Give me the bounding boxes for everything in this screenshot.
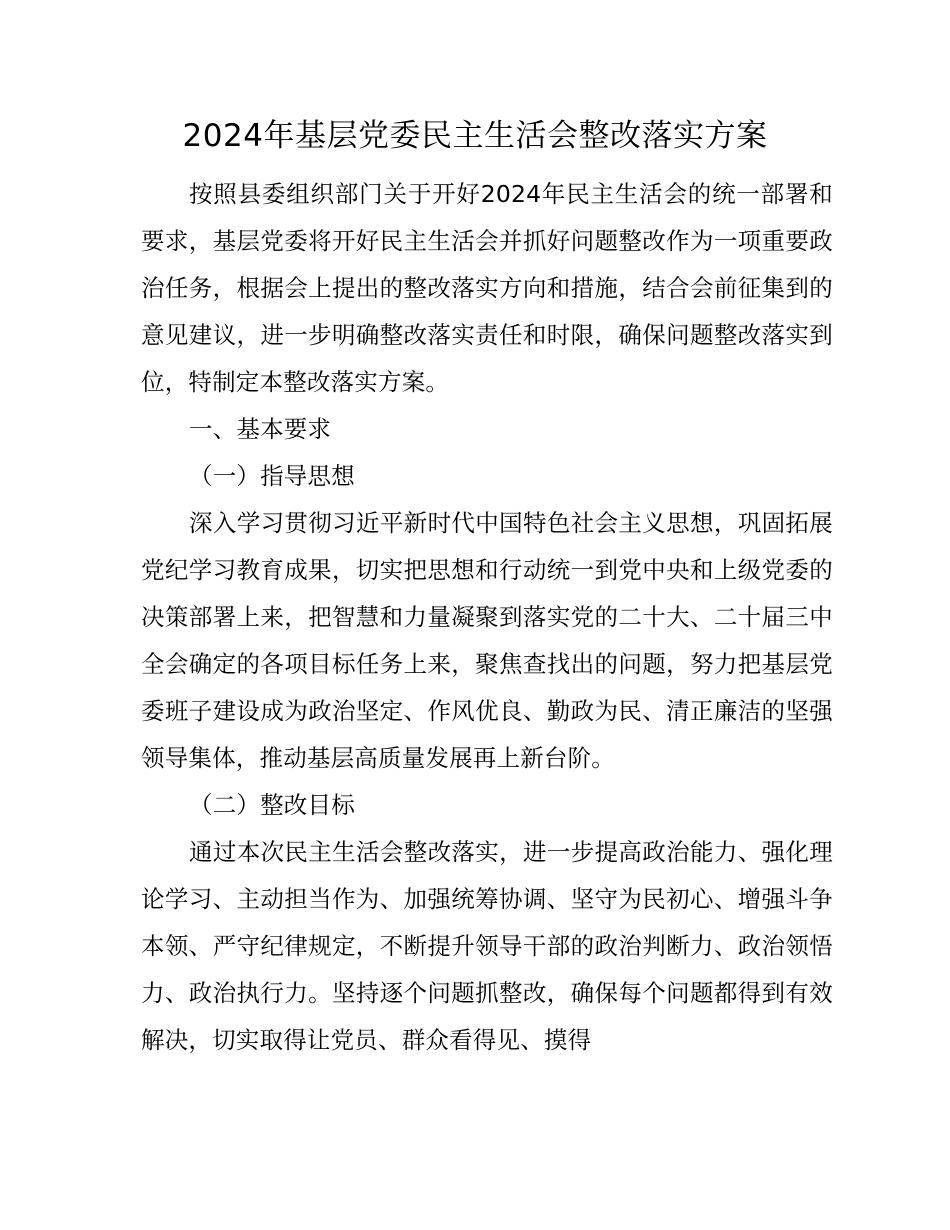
guiding-ideology-paragraph: 深入学习贯彻习近平新时代中国特色社会主义思想，巩固拓展党纪学习教育成果，切实把思想和行动统一到党中央和上级党委的决策部署上来，把智慧和力量凝聚到落实党的二十大、二十届三中全会确定的各项目标任务上来，聚焦查找出的问题，努力把基层党委班子建设成为政治坚定、作风优良、勤政为民、清正廉洁的坚强领导集体，推动基层高质量发展再上新台阶。 [141,509,833,772]
intro-paragraph: 按照县委组织部门关于开好2024年民主生活会的统一部署和要求，基层党委将开好民主生活会并抓好问题整改作为一项重要政治任务，根据会上提出的整改落实方向和措施，结合会前征集到的意见建议，进一步明确整改落实责任和时限，确保问题整改落实到位，特制定本整改落实方案。 [141,180,833,396]
document-body [141,171,833,1064]
section-heading-basic-requirements: 一、基本要求 [189,415,332,443]
subsection-heading-rectification-goals: （二）整改目标 [189,791,355,819]
subsection-heading-guiding-ideology: （一）指导思想 [189,462,355,490]
rectification-goals-paragraph: 通过本次民主生活会整改落实，进一步提高政治能力、强化理论学习、主动担当作为、加强统筹协调、坚守为民初心、增强斗争本领、严守纪律规定，不断提升领导干部的政治判断力、政治领悟力、政治执行力。坚持逐个问题抓整改，确保每个问题都得到有效解决，切实取得让党员、群众看得见、摸得 [141,838,833,1054]
document-title: 2024年基层党委民主生活会整改落实方案 [182,118,768,154]
